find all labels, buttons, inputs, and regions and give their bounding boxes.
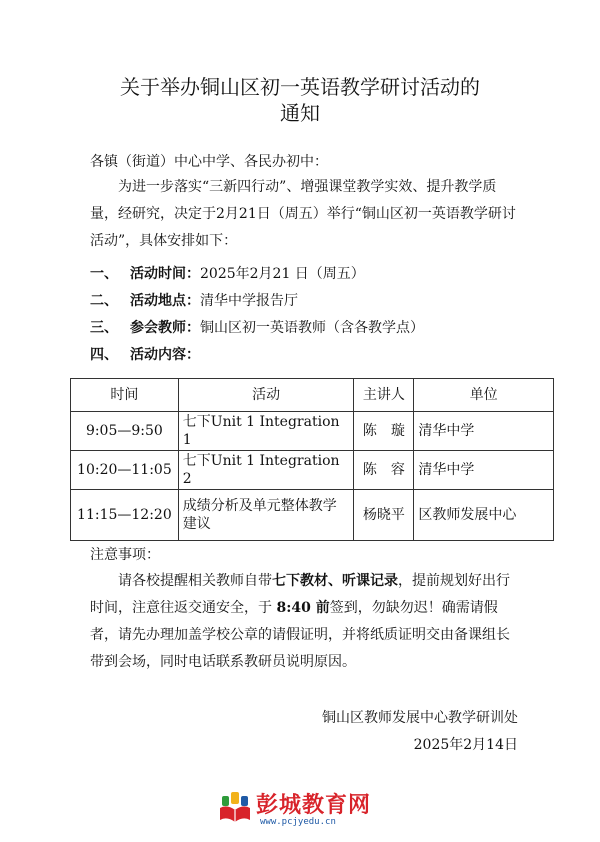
cell-time: 9:05—9:50	[71, 412, 179, 451]
section-number: 二、	[90, 293, 118, 309]
book-icon	[218, 790, 252, 824]
header-speaker: 主讲人	[354, 379, 414, 412]
section-value: 清华中学报告厅	[200, 293, 298, 309]
cell-unit: 清华中学	[414, 451, 554, 490]
table-row	[71, 412, 554, 451]
signature-date: 2025年2月14日	[413, 737, 518, 753]
section-number: 三、	[90, 320, 118, 336]
cell-unit: 清华中学	[414, 412, 554, 451]
watermark-name: 彭城教育网	[256, 793, 372, 818]
section-label: 参会教师：	[130, 320, 200, 336]
cell-time: 11:15—12:20	[71, 490, 179, 541]
section-value: 铜山区初一英语教师（含各教学点）	[200, 320, 424, 336]
notice-title-line1: 关于举办铜山区初一英语教学研讨活动的	[120, 75, 480, 99]
intro-paragraph	[90, 174, 520, 255]
section-time	[90, 264, 365, 284]
header-unit: 单位	[414, 379, 554, 412]
section-number: 四、	[90, 347, 118, 363]
watermark-url: www.pcjyedu.cn	[260, 817, 336, 827]
cell-activity: 七下Unit 1 Integration 1	[178, 412, 354, 451]
cell-speaker: 杨晓平	[354, 490, 414, 541]
watermark-logo	[218, 788, 388, 832]
section-location	[90, 291, 298, 311]
intro-text: 为进一步落实“三新四行动”、增强课堂教学实效、提升教学质量，经研究，决定于2月21日（周五）举行“铜山区初一英语教学研讨活动”，具体安排如下：	[90, 179, 516, 249]
header-activity: 活动	[178, 379, 354, 412]
cell-activity: 成绩分析及单元整体教学建议	[178, 490, 354, 541]
notes-paragraph	[90, 568, 520, 676]
notes-text-2: ，提前规划好出行时间，注意往返交通安全，于	[90, 573, 510, 616]
section-number: 一、	[90, 266, 118, 282]
section-label: 活动地点：	[130, 293, 200, 309]
cell-speaker: 陈 璇	[354, 412, 414, 451]
cell-speaker: 陈 容	[354, 451, 414, 490]
section-label: 活动内容：	[130, 347, 200, 363]
table-row	[71, 451, 554, 490]
table-header-row	[71, 379, 554, 412]
signature-org: 铜山区教师发展中心教学研训处	[322, 710, 518, 726]
table-row	[71, 490, 554, 541]
section-label: 活动时间：	[130, 266, 200, 282]
salutation: 各镇（街道）中心中学、各民办初中：	[90, 154, 328, 170]
notes-emphasis-time: 8:40 前	[276, 600, 330, 616]
section-content	[90, 345, 200, 365]
cell-unit: 区教师发展中心	[414, 490, 554, 541]
notice-title-line2: 通知	[280, 101, 320, 125]
notes-text-1: 请各校提醒相关教师自带	[118, 573, 272, 589]
cell-activity: 七下Unit 1 Integration 2	[178, 451, 354, 490]
schedule-table	[70, 378, 554, 541]
notes-text-3: 签到，勿缺勿迟！确需请假者，请先办理加盖学校公章的请假证明，并将纸质证明交由备课组长带到会场，同时电话联系教研员说明原因。	[90, 600, 510, 670]
cell-time: 10:20—11:05	[71, 451, 179, 490]
notes-emphasis-materials: 七下教材、听课记录	[272, 573, 398, 589]
header-time: 时间	[71, 379, 179, 412]
section-attendees	[90, 318, 424, 338]
section-value: 2025年2月21 日（周五）	[200, 266, 365, 282]
notes-heading: 注意事项：	[90, 547, 160, 563]
